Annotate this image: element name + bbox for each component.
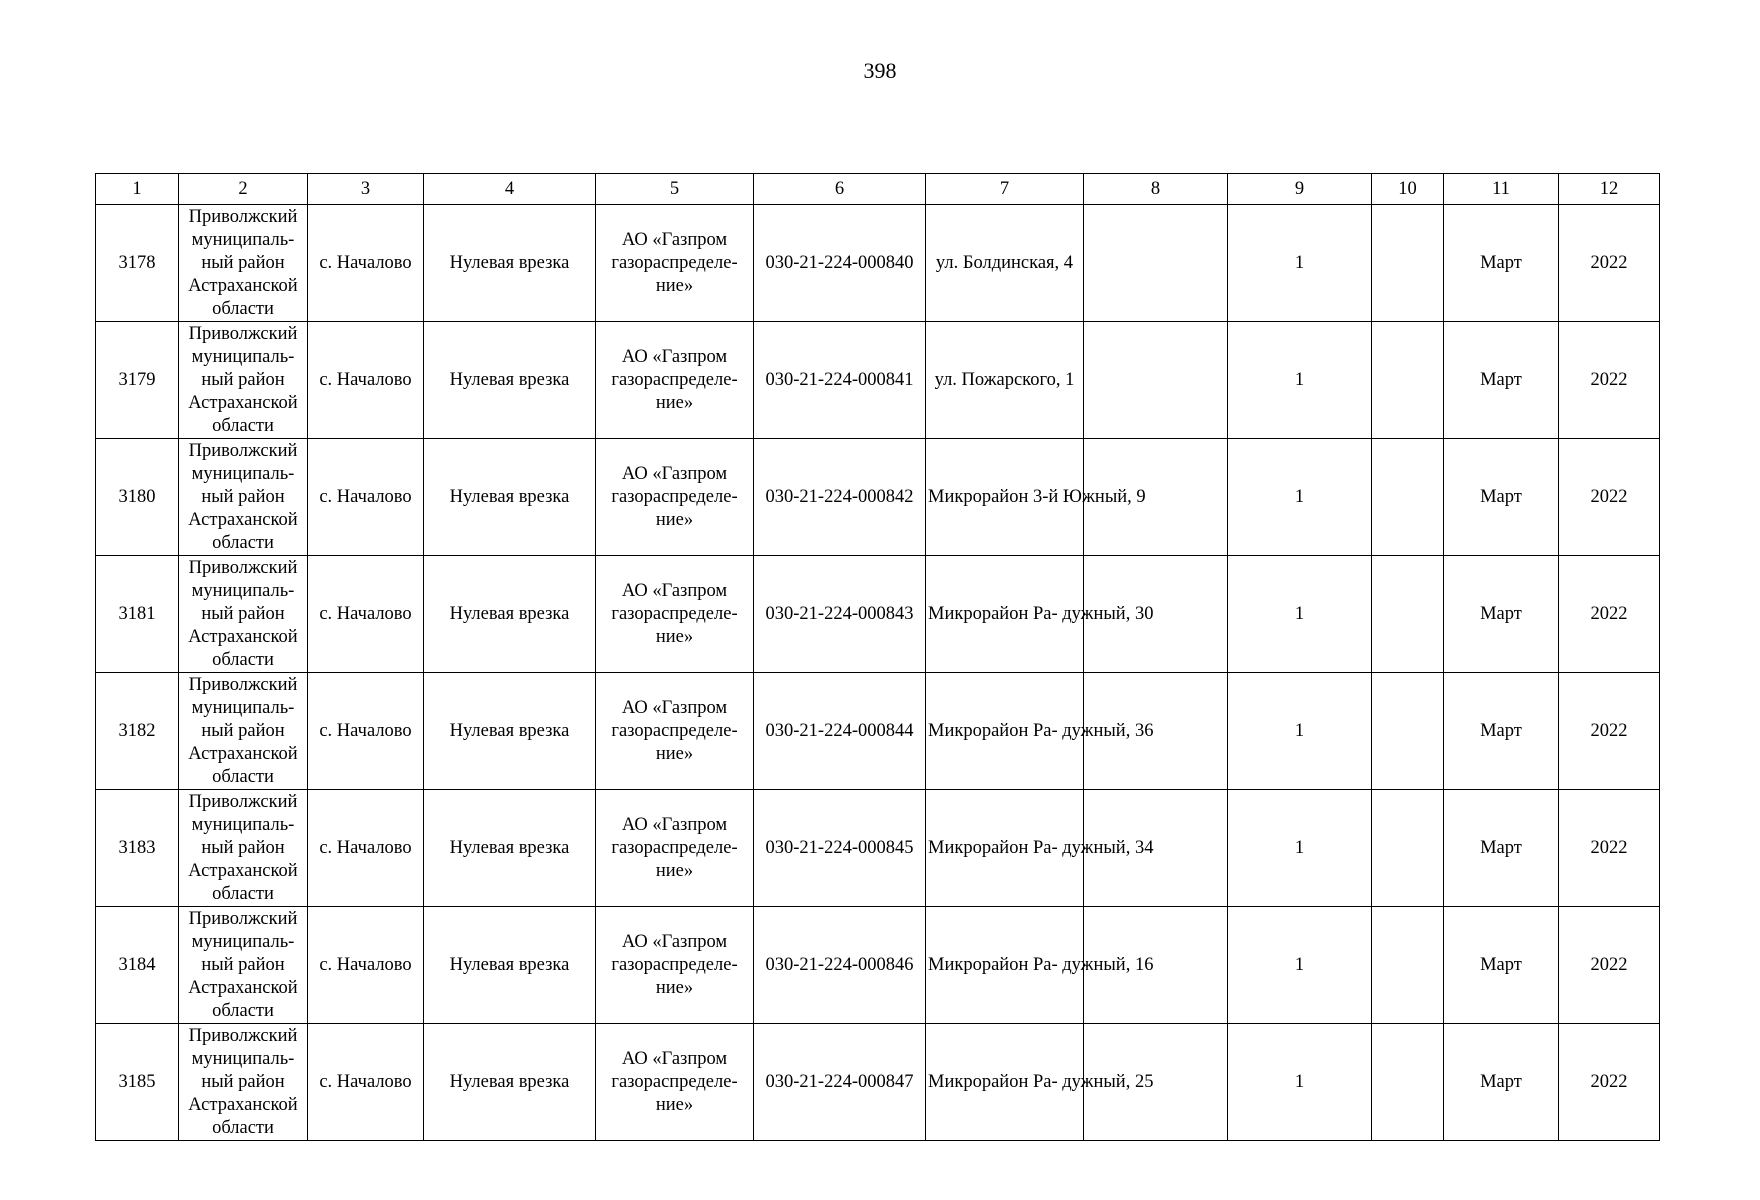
cell-month: Март [1444, 439, 1559, 556]
cell-district: Приволжский муниципаль- ный район Астраханской области [179, 556, 308, 673]
cell-month: Март [1444, 907, 1559, 1024]
cell-settlement: с. Началово [308, 205, 424, 322]
table-row [96, 673, 1660, 790]
cell-organization: АО «Газпром газораспределе- ние» [596, 673, 754, 790]
cell-col8 [1084, 322, 1228, 439]
cell-address: Микрорайон Ра- дужный, 30 [926, 556, 1084, 673]
cell-settlement: с. Началово [308, 556, 424, 673]
cell-address: Микрорайон Ра- дужный, 36 [926, 673, 1084, 790]
cell-col10 [1372, 439, 1444, 556]
cell-district: Приволжский муниципаль- ный район Астраханской области [179, 205, 308, 322]
page-number: 398 [863, 58, 897, 83]
cell-quantity: 1 [1228, 556, 1372, 673]
cell-col10 [1372, 1024, 1444, 1141]
cell-organization: АО «Газпром газораспределе- ние» [596, 790, 754, 907]
column-header: 3 [308, 174, 424, 205]
cell-quantity: 1 [1228, 673, 1372, 790]
cell-settlement: с. Началово [308, 439, 424, 556]
cell-month: Март [1444, 556, 1559, 673]
cell-quantity: 1 [1228, 205, 1372, 322]
cell-work-type: Нулевая врезка [424, 673, 596, 790]
cell-work-type: Нулевая врезка [424, 439, 596, 556]
table-row [96, 1024, 1660, 1141]
cell-work-type: Нулевая врезка [424, 907, 596, 1024]
cell-object-code: 030-21-224-000846 [754, 907, 926, 1024]
table-row [96, 556, 1660, 673]
cell-quantity: 1 [1228, 907, 1372, 1024]
cell-organization: АО «Газпром газораспределе- ние» [596, 1024, 754, 1141]
cell-col10 [1372, 322, 1444, 439]
cell-quantity: 1 [1228, 322, 1372, 439]
cell-month: Март [1444, 322, 1559, 439]
cell-col10 [1372, 556, 1444, 673]
cell-organization: АО «Газпром газораспределе- ние» [596, 556, 754, 673]
cell-col10 [1372, 673, 1444, 790]
table-row [96, 205, 1660, 322]
cell-year: 2022 [1559, 205, 1660, 322]
column-header: 1 [96, 174, 179, 205]
column-header: 2 [179, 174, 308, 205]
column-header: 8 [1084, 174, 1228, 205]
cell-quantity: 1 [1228, 1024, 1372, 1141]
cell-settlement: с. Началово [308, 322, 424, 439]
column-header: 10 [1372, 174, 1444, 205]
cell-record-number: 3185 [96, 1024, 179, 1141]
cell-object-code: 030-21-224-000843 [754, 556, 926, 673]
cell-address: ул. Пожарского, 1 [926, 322, 1084, 439]
cell-work-type: Нулевая врезка [424, 790, 596, 907]
column-header: 7 [926, 174, 1084, 205]
cell-object-code: 030-21-224-000845 [754, 790, 926, 907]
cell-record-number: 3181 [96, 556, 179, 673]
cell-month: Март [1444, 205, 1559, 322]
cell-district: Приволжский муниципаль- ный район Астраханской области [179, 673, 308, 790]
cell-settlement: с. Началово [308, 907, 424, 1024]
cell-work-type: Нулевая врезка [424, 322, 596, 439]
column-header: 6 [754, 174, 926, 205]
cell-organization: АО «Газпром газораспределе- ние» [596, 205, 754, 322]
cell-quantity: 1 [1228, 790, 1372, 907]
cell-object-code: 030-21-224-000844 [754, 673, 926, 790]
cell-organization: АО «Газпром газораспределе- ние» [596, 907, 754, 1024]
cell-object-code: 030-21-224-000840 [754, 205, 926, 322]
cell-record-number: 3183 [96, 790, 179, 907]
cell-object-code: 030-21-224-000841 [754, 322, 926, 439]
table-row [96, 322, 1660, 439]
cell-record-number: 3184 [96, 907, 179, 1024]
cell-col10 [1372, 907, 1444, 1024]
column-header: 12 [1559, 174, 1660, 205]
cell-district: Приволжский муниципаль- ный район Астраханской области [179, 1024, 308, 1141]
cell-work-type: Нулевая врезка [424, 1024, 596, 1141]
cell-year: 2022 [1559, 556, 1660, 673]
cell-record-number: 3178 [96, 205, 179, 322]
column-header: 11 [1444, 174, 1559, 205]
cell-year: 2022 [1559, 673, 1660, 790]
column-header: 4 [424, 174, 596, 205]
cell-quantity: 1 [1228, 439, 1372, 556]
cell-address: Микрорайон Ра- дужный, 16 [926, 907, 1084, 1024]
column-header: 9 [1228, 174, 1372, 205]
cell-col8 [1084, 205, 1228, 322]
cell-organization: АО «Газпром газораспределе- ние» [596, 439, 754, 556]
table-row [96, 907, 1660, 1024]
cell-work-type: Нулевая врезка [424, 556, 596, 673]
data-table [95, 173, 1660, 1141]
cell-col10 [1372, 205, 1444, 322]
table-row [96, 790, 1660, 907]
cell-settlement: с. Началово [308, 1024, 424, 1141]
cell-month: Март [1444, 790, 1559, 907]
cell-year: 2022 [1559, 1024, 1660, 1141]
cell-district: Приволжский муниципаль- ный район Астраханской области [179, 907, 308, 1024]
cell-month: Март [1444, 673, 1559, 790]
cell-record-number: 3179 [96, 322, 179, 439]
cell-year: 2022 [1559, 907, 1660, 1024]
cell-settlement: с. Началово [308, 673, 424, 790]
cell-address: Микрорайон Ра- дужный, 34 [926, 790, 1084, 907]
cell-object-code: 030-21-224-000842 [754, 439, 926, 556]
header-row [96, 174, 1660, 205]
cell-organization: АО «Газпром газораспределе- ние» [596, 322, 754, 439]
cell-district: Приволжский муниципаль- ный район Астраханской области [179, 322, 308, 439]
cell-address: ул. Болдинская, 4 [926, 205, 1084, 322]
cell-address: Микрорайон Ра- дужный, 25 [926, 1024, 1084, 1141]
cell-col10 [1372, 790, 1444, 907]
column-header: 5 [596, 174, 754, 205]
cell-district: Приволжский муниципаль- ный район Астраханской области [179, 790, 308, 907]
table-row [96, 439, 1660, 556]
cell-record-number: 3180 [96, 439, 179, 556]
cell-address: Микрорайон 3-й Южный, 9 [926, 439, 1084, 556]
cell-settlement: с. Началово [308, 790, 424, 907]
cell-month: Март [1444, 1024, 1559, 1141]
cell-district: Приволжский муниципаль- ный район Астраханской области [179, 439, 308, 556]
cell-year: 2022 [1559, 322, 1660, 439]
cell-object-code: 030-21-224-000847 [754, 1024, 926, 1141]
cell-year: 2022 [1559, 439, 1660, 556]
cell-work-type: Нулевая врезка [424, 205, 596, 322]
cell-year: 2022 [1559, 790, 1660, 907]
cell-record-number: 3182 [96, 673, 179, 790]
